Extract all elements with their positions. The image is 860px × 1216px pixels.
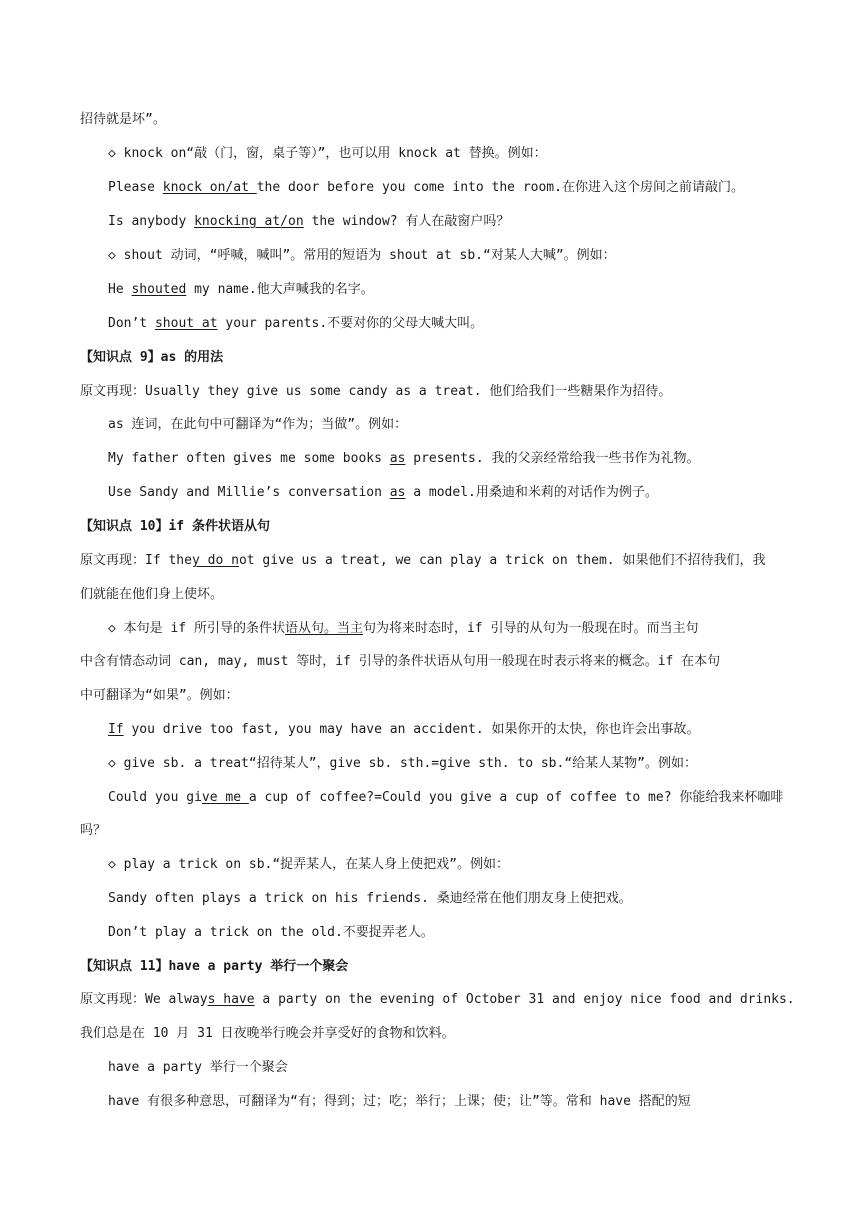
underlined-phrase: as	[389, 451, 406, 466]
text-line: 原文再现：We always have a party on the evening of October 31 and enjoy nice food and drinks.	[80, 992, 795, 1007]
text-line: 中含有情态动词 can, may, must 等时，if 引导的条件状语从句用一般现在时表示将来的概念。if 在本句	[80, 654, 721, 669]
text-line: 我们总是在 10 月 31 日夜晚举行晚会并享受好的食物和饮料。	[80, 1026, 455, 1041]
text-line: 原文再现：If they do not give us a treat, we can play a trick on them. 如果他们不招待我们，我	[80, 553, 766, 568]
bullet-line: ◇ give sb. a treat“招待某人”，give sb. sth.=give sth. to sb.“给某人某物”。例如：	[108, 756, 697, 771]
example-line: Is anybody knocking at/on the window? 有人在敲窗户吗？	[108, 214, 510, 229]
bullet-line: ◇ play a trick on sb.“捉弄某人，在某人身上使把戏”。例如：	[108, 857, 510, 872]
example-line: If you drive too fast, you may have an accident. 如果你开的太快，你也许会出事故。	[108, 722, 700, 737]
bullet-line: ◇ 本句是 if 所引导的条件状语从句。当主句为将来时态时，if 引导的从句为一般现在时。而当主句	[108, 621, 699, 636]
underlined-phrase: knocking at/on	[194, 214, 304, 229]
text-line: as 连词，在此句中可翻译为“作为；当做”。例如：	[108, 417, 408, 432]
section-heading: 【知识点 9】as 的用法	[80, 350, 224, 365]
bullet-line: ◇ shout 动词，“呼喊，喊叫”。常用的短语为 shout at sb.“对某人大喊”。例如：	[108, 248, 616, 263]
example-line: Don’t play a trick on the old.不要捉弄老人。	[108, 925, 434, 940]
example-line: Could you give me a cup of coffee?=Could you give a cup of coffee to me? 你能给我来杯咖啡	[108, 790, 784, 805]
text-line: have a party 举行一个聚会	[108, 1060, 288, 1075]
example-line: He shouted my name.他大声喊我的名字。	[108, 282, 374, 297]
text-line: 们就能在他们身上使坏。	[80, 587, 224, 602]
example-line: Don’t shout at your parents.不要对你的父母大喊大叫。	[108, 316, 484, 331]
section-heading: 【知识点 11】have a party 举行一个聚会	[80, 959, 349, 974]
example-line: Sandy often plays a trick on his friends. 桑迪经常在他们朋友身上使把戏。	[108, 891, 632, 906]
underlined-phrase: shout at	[154, 316, 218, 331]
bullet-line: ◇ knock on“敲（门，窗，桌子等）”，也可以用 knock at 替换。例如：	[108, 146, 547, 161]
text-line: 招待就是坏”。	[80, 112, 166, 127]
underlined-phrase: If	[108, 722, 124, 737]
text-line: 吗？	[80, 823, 107, 838]
underlined-phrase: 语从句。当主	[284, 621, 363, 636]
example-line: Please knock on/at the door before you come into the room.在你进入这个房间之前请敲门。	[108, 180, 744, 195]
underlined-phrase: knock on/at	[162, 180, 257, 195]
text-line: have 有很多种意思，可翻译为“有；得到；过；吃；举行；上课；使；让”等。常和 have 搭配的短	[108, 1094, 691, 1109]
text-line: 中可翻译为“如果”。例如：	[80, 688, 239, 703]
underlined-phrase: as	[389, 485, 406, 500]
underlined-phrase: ve me	[201, 790, 249, 805]
example-line: My father often gives me some books as presents. 我的父亲经常给我一些书作为礼物。	[108, 451, 700, 466]
underlined-phrase: s have	[207, 992, 255, 1007]
example-line: Use Sandy and Millie’s conversation as a model.用桑迪和米莉的对话作为例子。	[108, 485, 658, 500]
underlined-phrase: shouted	[131, 282, 187, 297]
underlined-phrase: y do n	[191, 553, 239, 568]
section-heading: 【知识点 10】if 条件状语从句	[80, 519, 270, 534]
text-line: 原文再现：Usually they give us some candy as a treat. 他们给我们一些糖果作为招待。	[80, 384, 672, 399]
